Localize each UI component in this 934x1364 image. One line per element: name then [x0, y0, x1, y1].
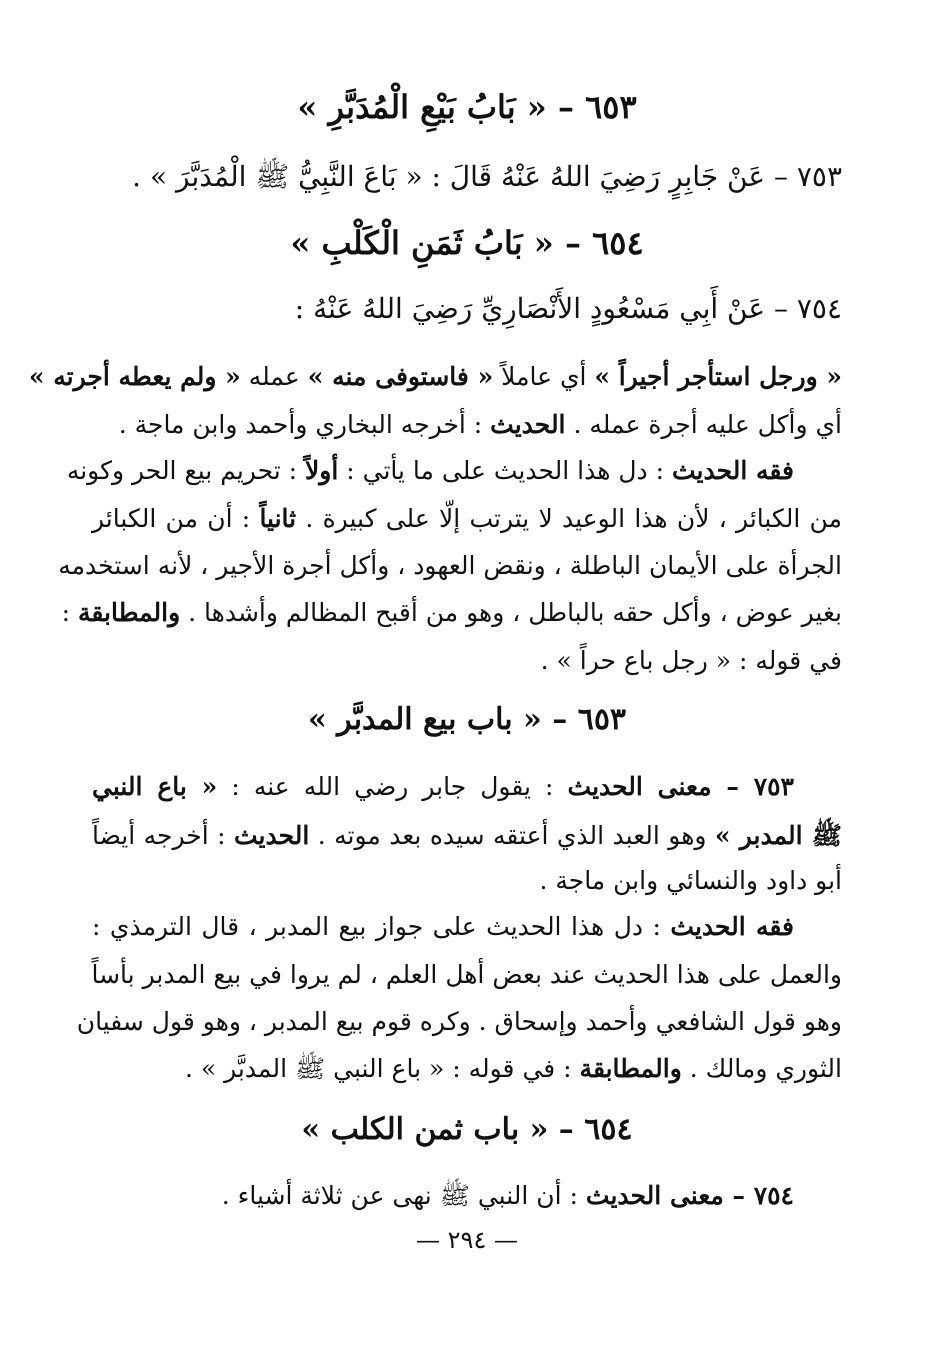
- line-14-text-a: الثوري ومالك .: [681, 1054, 842, 1083]
- fiqh-2-line-2: والعمل على هذا الحديث عند بعض أهل العلم ، لم يروا في بيع المدبر بأساً: [91, 960, 842, 989]
- mana-754-line-1: ٧٥٤ – معنى الحديث : أن النبي ﷺ نهى عن ثلاثة أشياء .: [221, 1181, 794, 1210]
- line-2-text-a: أي وأكل عليه أجرة عمله .: [565, 410, 842, 439]
- hadith-label-2: الحديث: [233, 821, 310, 850]
- awwalan-label: أولاً: [305, 456, 339, 485]
- fiqh-line-2: [92, 504, 842, 533]
- section-heading-654: ٦٥٤ – « باب ثمن الكلب »: [301, 1112, 633, 1147]
- fiqh-line-3: الجرأة على الأيمان الباطلة ، ونقض العهود ، وأكل أجرة الأجير ، لأنه استخدمه: [58, 551, 842, 580]
- page-number: — ٢٩٤ —: [416, 1226, 518, 1254]
- fiqh-1-rest: : تحريم بيع الحر وكونه: [66, 456, 306, 485]
- line-14-text-b: : في قوله : « باع النبي ﷺ المدبَّر » .: [185, 1054, 580, 1083]
- line-9-quote-end: ﷺ المدبر »: [714, 821, 842, 850]
- mana-753-line-3: أبو داود والنسائي وابن ماجة .: [539, 866, 842, 895]
- mana-753-text: : يقول جابر رضي الله عنه :: [217, 772, 568, 801]
- line-4-text-b: : أن من الكبائر: [92, 504, 260, 533]
- commentary-line-1: [28, 362, 842, 391]
- line-9-text-c: : أخرجه أيضاً: [92, 821, 234, 850]
- fiqh-2-line-1: [92, 912, 842, 941]
- line-6-text-a: بغير عوض ، وأكل حقه بالباطل ، وهو من أقبح المظالم وأشدها .: [180, 598, 842, 627]
- thaniyan-label: ثانياً: [259, 504, 297, 533]
- fiqh-2-text: : دل هذا الحديث على جواز بيع المدبر ، قال الترمذي :: [92, 912, 671, 941]
- fiqh-label-1: فقه الحديث: [671, 456, 794, 485]
- commentary-quote-1: « ورجل استأجر أجيراً »: [594, 362, 842, 391]
- mana-label-754: معنى الحديث: [585, 1181, 724, 1210]
- commentary-quote-2: « فاستوفى منه »: [307, 362, 494, 391]
- mana-753-line-1: ٧٥٣ – معنى الحديث : يقول جابر رضي الله عنه : « باع النبي: [92, 772, 794, 801]
- hadith-753-text: ٧٥٣ – عَنْ جَابِرٍ رَضِيَ اللهُ عَنْهُ قَالَ : « بَاعَ النَّبِيُّ ﷺ الْمُدَبَّرَ » .: [132, 160, 842, 193]
- chapter-heading-653: ٦٥٣ – « بَابُ بَيْعِ الْمُدَبَّرِ »: [297, 88, 637, 126]
- mutabaqa-label-1: والمطابقة: [77, 598, 181, 627]
- mana-754-number: ٧٥٤: [753, 1181, 794, 1210]
- section-heading-653: ٦٥٣ – « باب بيع المدبَّر »: [307, 702, 627, 737]
- commentary-text-2: عمله: [240, 362, 308, 391]
- line-6-text-b: :: [61, 598, 78, 627]
- commentary-text-1: أي عاملاً: [493, 362, 595, 391]
- line-2-text-c: : أخرجه البخاري وأحمد وابن ماجة .: [118, 410, 491, 439]
- mana-754-text: : أن النبي ﷺ نهى عن ثلاثة أشياء .: [221, 1181, 586, 1210]
- fiqh-2-line-3: وهو قول الشافعي وأحمد وإسحاق . وكره قوم بيع المدبر ، وهو قول سفيان: [76, 1007, 842, 1036]
- mana-753-number: ٧٥٣: [753, 772, 794, 801]
- mana-753-quote: « باع النبي: [92, 772, 218, 801]
- line-4-text-a: من الكبائر ، لأن هذا الوعيد لا يترتب إلّا على كبيرة .: [296, 504, 842, 533]
- mana-label-753: معنى الحديث: [567, 772, 712, 801]
- fiqh-line-5: في قوله : « رجل باع حراً » .: [540, 646, 842, 675]
- commentary-line-2: [92, 410, 842, 439]
- chapter-heading-654: ٦٥٤ – « بَابُ ثَمَنِ الْكَلْبِ »: [290, 224, 644, 262]
- fiqh-2-line-4: [92, 1053, 842, 1090]
- fiqh-line-1: [66, 456, 842, 485]
- fiqh-line-4: [61, 598, 842, 627]
- fiqh-label-2: فقه الحديث: [670, 912, 794, 941]
- mutabaqa-label-2: والمطابقة: [579, 1054, 682, 1083]
- commentary-quote-3: « ولم يعطه أجرته »: [28, 362, 241, 391]
- hadith-754-text: ٧٥٤ – عَنْ أَبِي مَسْعُودٍ الأَنْصَارِيِّ رَضِيَ اللهُ عَنْهُ :: [294, 292, 842, 325]
- line-9-text-b: وهو العبد الذي أعتقه سيده بعد موته .: [309, 821, 715, 850]
- hadith-label: الحديث: [490, 410, 566, 439]
- fiqh-1-text: : دل هذا الحديث على ما يأتي :: [338, 456, 672, 485]
- mana-753-line-2: [92, 820, 842, 857]
